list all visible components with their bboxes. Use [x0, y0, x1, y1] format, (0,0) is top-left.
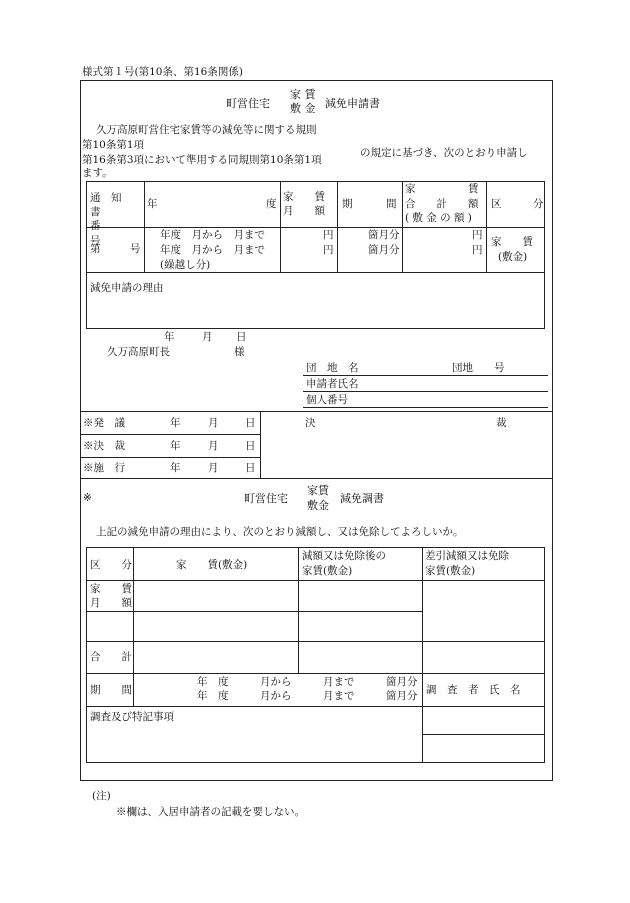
inv-row-period: 期 間: [90, 684, 132, 696]
investigation-deposit: 敷金: [307, 499, 329, 512]
title-suffix: 減免申請書: [325, 97, 380, 110]
go-label: 号: [130, 243, 141, 255]
date-hi: 日: [236, 331, 247, 343]
intro-line4: ます。: [82, 167, 113, 179]
rent-monthly-top: 家 賃: [283, 191, 325, 203]
period-label-b: 間: [386, 198, 397, 210]
inv-row-rent-2: 月 額: [90, 597, 132, 609]
kubun-label: 区 分: [491, 198, 544, 210]
title-deposit: 敷 金: [290, 102, 316, 115]
inspector-name-label: 調 査 者 氏 名: [426, 684, 521, 696]
investigation-rent: 家賃: [307, 484, 329, 497]
decision-ketsu: 決: [305, 417, 316, 429]
form-label: 様式第１号(第10条、第16条関係): [82, 66, 243, 78]
date-nen: 年: [164, 331, 175, 343]
date-tsuki: 月: [202, 331, 213, 343]
investigation-mark: ※: [83, 492, 92, 504]
danchi-name-label: 団 地 名: [306, 362, 359, 374]
process-row-kessai-hi: 日: [245, 440, 256, 452]
mayor-name: 久万高原町長: [107, 346, 170, 358]
inv-header-diff-2: 家賃(敷金): [425, 565, 476, 577]
personal-number-label: 個人番号: [306, 394, 348, 406]
process-row-shiko-tsuki: 月: [208, 462, 219, 474]
dai-label: 第: [90, 243, 101, 255]
footnote-text: ※欄は、入居申請者の記載を要しない。: [116, 806, 305, 818]
period-line3: (繰越し分): [160, 259, 211, 271]
danchi-number-label: 団地 号: [452, 362, 505, 374]
process-row-kessai: ※決 裁: [83, 440, 125, 452]
yen-4: 円: [472, 244, 483, 256]
title-prefix: 町営住宅: [226, 97, 270, 110]
inv-header-after-2: 家賃(敷金): [302, 565, 353, 577]
inv-row-rent-1: 家 賃: [90, 583, 132, 595]
months-1: 箇月分: [368, 229, 400, 241]
process-row-shiko-nen: 年: [170, 462, 181, 474]
investigation-suffix: 減免調書: [340, 492, 384, 505]
rent-monthly-bottom: 月 額: [283, 205, 325, 217]
process-row-hatsugi-hi: 日: [245, 417, 256, 429]
fiscal-year-do: 度: [266, 198, 277, 210]
inv-period-1: 年 度 月から 月まで 箇月分: [197, 676, 418, 688]
total-label-1: 家 賃: [405, 183, 479, 195]
applicant-name-label: 申請者氏名: [306, 378, 359, 390]
yen-3: 円: [472, 229, 483, 241]
inv-row-total: 合 計: [90, 651, 132, 663]
yen-1: 円: [323, 229, 334, 241]
notes-label: 調査及び特記事項: [90, 711, 174, 723]
investigation-sentence: 上記の減免申請の理由により、次のとおり減額し、又は免除してよろしいか。: [96, 526, 464, 538]
inv-header-diff-1: 差引減額又は免除: [425, 550, 509, 562]
intro-line2: 第10条第1項: [82, 139, 145, 151]
title-rent: 家 賃: [290, 88, 316, 101]
reason-label: 減免申請の理由: [90, 282, 164, 294]
mayor-sama: 様: [234, 346, 245, 358]
investigation-prefix: 町営住宅: [244, 492, 288, 505]
fiscal-year-nen: 年: [147, 198, 158, 210]
notice-number-label: 通 知 書 番 号: [90, 192, 122, 247]
period-line1: 年度 月から 月まで: [160, 229, 265, 241]
yen-2: 円: [323, 244, 334, 256]
intro-line3-right: の規定に基づき、次のとおり申請し: [360, 147, 528, 159]
process-row-shiko: ※施 行: [83, 462, 125, 474]
inv-header-kubun: 区 分: [90, 559, 132, 571]
months-2: 箇月分: [368, 244, 400, 256]
process-row-kessai-tsuki: 月: [208, 440, 219, 452]
kind-deposit: (敷金): [498, 251, 528, 263]
footnote-label: (注): [92, 790, 111, 802]
process-row-kessai-nen: 年: [170, 440, 181, 452]
decision-sai: 裁: [496, 417, 507, 429]
process-row-shiko-hi: 日: [245, 462, 256, 474]
process-row-hatsugi: ※発 議: [83, 417, 125, 429]
process-row-hatsugi-tsuki: 月: [208, 417, 219, 429]
inv-header-rent: 家 賃(敷金): [176, 559, 248, 571]
period-line2: 年度 月から 月まで: [160, 244, 265, 256]
kind-rent: 家 賃: [491, 236, 533, 248]
period-label-a: 期: [342, 198, 353, 210]
intro-line3: 第16条第3項において準用する同規則第10条第1項: [82, 154, 322, 166]
inv-header-after-1: 減額又は免除後の: [302, 550, 386, 562]
total-label-2: 合 計 額: [405, 198, 479, 210]
inv-period-2: 年 度 月から 月まで 箇月分: [197, 690, 418, 702]
total-label-3: ( 敷 金 の 額 ): [405, 212, 472, 224]
process-row-hatsugi-nen: 年: [170, 417, 181, 429]
intro-line1: 久万高原町営住宅家賃等の減免等に関する規則: [96, 124, 317, 136]
